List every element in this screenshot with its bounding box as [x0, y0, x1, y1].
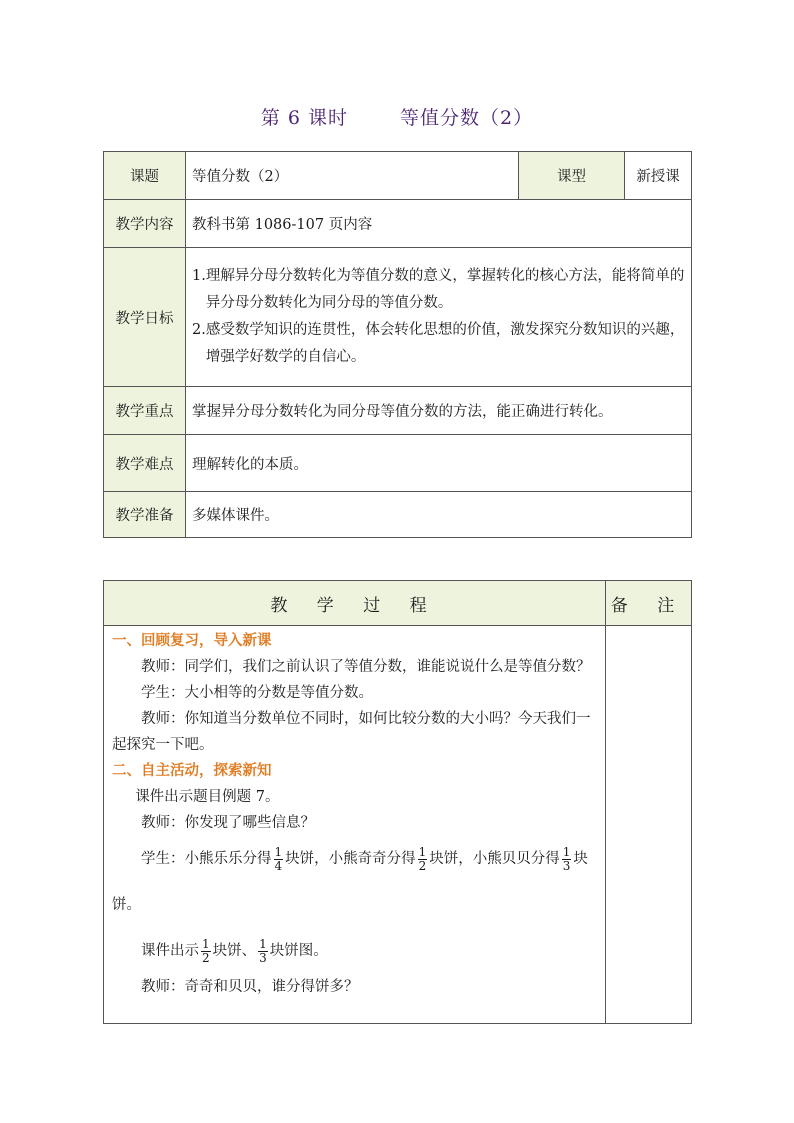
goal-item: 2. 感受数学知识的连贯性，体会转化思想的价值，激发探究分数知识的兴趣，增强学好数学的自信心。	[192, 322, 685, 365]
key-label: 教学重点	[104, 387, 186, 435]
paragraph: 学生：大小相等的分数是等值分数。	[141, 685, 373, 701]
teaching-process-table	[103, 580, 692, 1024]
notes-header: 备 注	[606, 581, 692, 626]
section-heading: 一、回顾复习，导入新课	[112, 632, 272, 649]
paragraph: 教师：你知道当分数单位不同时，如何比较分数的大小吗？今天我们一起探究一下吧。	[112, 711, 591, 753]
prep-value: 多媒体课件。	[186, 492, 692, 538]
section-heading: 二、自主活动，探索新知	[112, 762, 272, 779]
paragraph: 课件出示 $\frac{1}{2}$ 块饼、 $\frac{1}{3}$ 块饼图。	[141, 936, 328, 965]
process-header: 教 学 过 程	[104, 581, 606, 626]
process-body	[104, 626, 606, 1024]
prep-label: 教学准备	[104, 492, 186, 538]
fraction: $\frac{1}{4}$	[274, 844, 283, 873]
paragraph: 教师：同学们，我们之前认识了等值分数，谁能说说什么是等值分数？	[141, 659, 591, 675]
lesson-number: 第 6 课时	[260, 107, 349, 129]
notes-cell	[606, 626, 692, 1024]
page-title	[0, 103, 794, 133]
lesson-topic: 等值分数（2）	[400, 107, 534, 129]
paragraph: 教师：你发现了哪些信息？	[141, 815, 315, 831]
fraction: $\frac{1}{3}$	[259, 936, 267, 965]
fraction: $\frac{1}{2}$	[418, 844, 427, 873]
paragraph: 教师：奇奇和贝贝，谁分得饼多？	[141, 979, 359, 995]
topic-label: 课题	[104, 152, 186, 200]
type-value: 新授课	[625, 152, 692, 200]
paragraph: 课件出示题目例题 7。	[135, 789, 280, 805]
goals-label: 教学日标	[104, 248, 186, 387]
key-value: 掌握异分母分数转化为同分母等值分数的方法，能正确进行转化。	[186, 387, 692, 435]
fraction: $\frac{1}{2}$	[202, 936, 210, 965]
content-value: 教科书第 1086-107 页内容	[186, 200, 692, 248]
paragraph: 学生：小熊乐乐分得 $\frac{1}{4}$ 块饼，小熊奇奇分得 $\frac{1}{2}$ 块饼，小熊贝贝分得 $\frac{1}{3}$ 块饼。	[112, 844, 588, 913]
lesson-info-table	[103, 151, 692, 538]
content-label: 教学内容	[104, 200, 186, 248]
difficulty-value: 理解转化的本质。	[186, 435, 692, 492]
goal-item: 1. 理解异分母分数转化为等值分数的意义，掌握转化的核心方法，能将简单的异分母分数转化为同分母的等值分数。	[192, 268, 685, 311]
topic-value: 等值分数（2）	[186, 152, 519, 200]
type-label: 课型	[519, 152, 625, 200]
fraction: $\frac{1}{3}$	[562, 844, 571, 873]
goals-cell	[186, 248, 692, 387]
difficulty-label: 教学难点	[104, 435, 186, 492]
